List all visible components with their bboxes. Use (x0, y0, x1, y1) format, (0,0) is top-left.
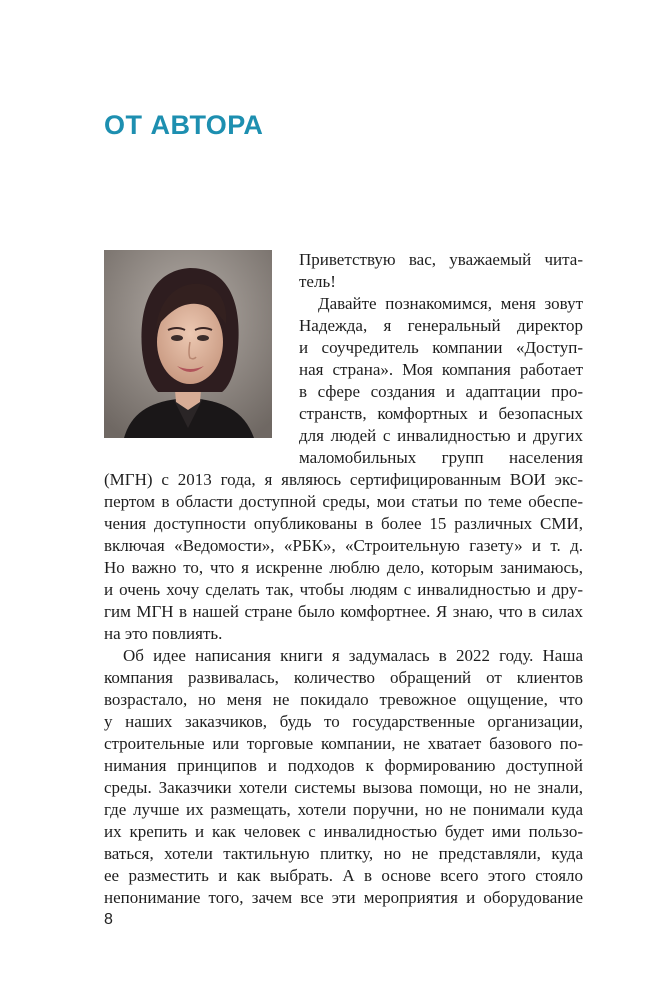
text-line: Надежда, я генеральный директор (299, 316, 583, 335)
text-line: маломобильных групп населения (299, 448, 583, 467)
text-line: строительные или торговые компании, не хватает базового по- (104, 734, 583, 753)
text-line: чения доступности опубликованы в более 15 различных СМИ, (104, 514, 583, 533)
text-line: непонимание того, зачем все эти мероприятия и оборудование (104, 888, 583, 907)
text-line: среды. Заказчики хотели системы вызова помощи, но не знали, (104, 778, 583, 797)
text-line: для людей с инвалидностью и других (299, 426, 583, 445)
text-line: ваться, хотели тактильную плитку, но не представляли, куда (104, 844, 583, 863)
text-line: (МГН) с 2013 года, я являюсь сертифицированным ВОИ экс- (104, 470, 583, 489)
text-line: где лучше их размещать, хотели поручни, но не понимали куда (104, 800, 583, 819)
text-line: Но важно то, что я искренне люблю дело, которым занимаюсь, (104, 558, 583, 577)
text-line: у наших заказчиков, будь то государственные организации, (104, 712, 583, 731)
text-line: ная страна». Моя компания работает (299, 360, 583, 379)
text-line: компания развивалась, количество обращений от клиентов (104, 668, 583, 687)
text-line: ее разместить и как выбрать. А в основе всего этого стояло (104, 866, 583, 885)
text-line: Давайте познакомимся, меня зовут (318, 294, 583, 313)
text-line: Об идее написания книги я задумалась в 2022 году. Наша (123, 646, 583, 665)
text-line: включая «Ведомости», «РБК», «Строительную газету» и т. д. (104, 536, 583, 555)
chapter-heading: ОТ АВТОРА (104, 110, 264, 140)
text-line: Приветствую вас, уважаемый чита- (299, 250, 583, 269)
text-line: тель! (299, 272, 336, 291)
text-line: возрастало, но меня не покидало тревожное ощущение, что (104, 690, 583, 709)
text-line: пертом в области доступной среды, мои статьи по теме обеспе- (104, 492, 583, 511)
text-line: гим МГН в нашей стране было комфортнее. Я знаю, что в силах (104, 602, 583, 621)
text-line: на это повлиять. (104, 624, 223, 643)
text-line: в сфере создания и адаптации про- (299, 382, 583, 401)
text-line: и очень хочу сделать так, чтобы людям с инвалидностью и дру- (104, 580, 583, 599)
text-line: нимания принципов и подходов к формированию доступной (104, 756, 583, 775)
text-line: их крепить и как человек с инвалидностью будет ими пользо- (104, 822, 583, 841)
text-line: и соучредитель компании «Доступ- (299, 338, 583, 357)
text-line: странств, комфортных и безопасных (299, 404, 583, 423)
page-number: 8 (104, 911, 113, 928)
